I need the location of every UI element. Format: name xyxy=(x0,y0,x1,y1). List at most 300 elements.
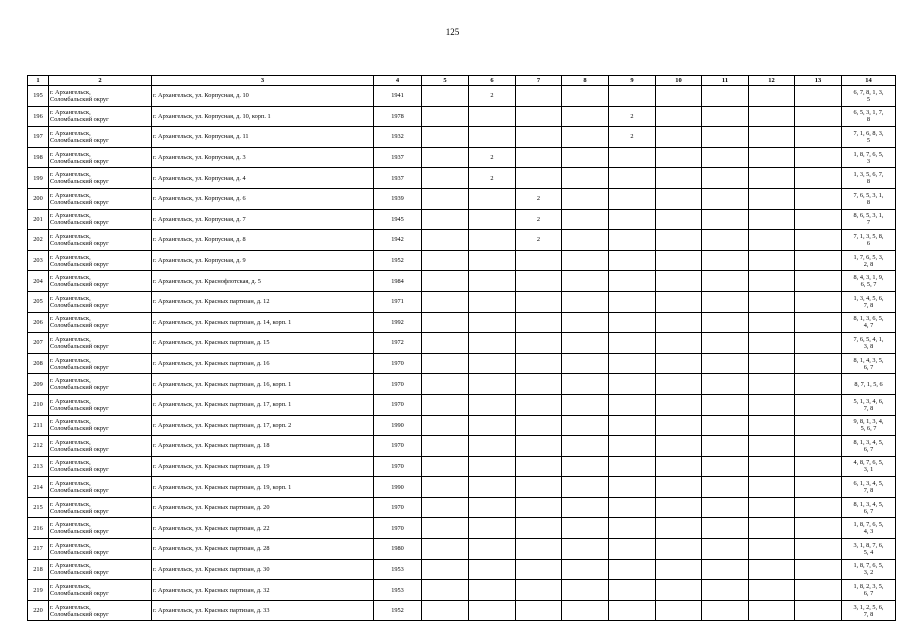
district-cell xyxy=(49,497,152,518)
col10-cell xyxy=(656,106,702,127)
work-order-line-2: 3 xyxy=(866,157,871,165)
col13-cell xyxy=(795,86,842,107)
work-order-cell xyxy=(842,127,896,148)
col11-cell xyxy=(702,353,749,374)
district-line-2: Соломбальский округ xyxy=(50,281,109,289)
district-cell xyxy=(49,580,152,601)
year-cell: 1941 xyxy=(374,86,422,107)
col10-cell xyxy=(656,456,702,477)
year-cell: 1990 xyxy=(374,477,422,498)
district-cell xyxy=(49,291,152,312)
district-line-1: г. Архангельск, xyxy=(50,294,91,302)
district-line-1: г. Архангельск, xyxy=(50,315,91,323)
year-cell: 1952 xyxy=(374,600,422,621)
col10-cell xyxy=(656,436,702,457)
work-order-line-1: 6, 5, 3, 1, 7, xyxy=(853,109,884,117)
col13-cell xyxy=(795,147,842,168)
work-order-line-2: 5 xyxy=(866,95,871,103)
col6-cell xyxy=(469,230,516,251)
col12-cell xyxy=(749,353,795,374)
district-cell xyxy=(49,415,152,436)
work-order-line-2: 6, 7 xyxy=(863,363,874,371)
row-number: 217 xyxy=(28,539,49,560)
work-order-line-1: 3, 1, 2, 5, 6, xyxy=(853,603,884,611)
col8-cell xyxy=(562,559,609,580)
col6-cell xyxy=(469,209,516,230)
work-order-line-2: 3, 2 xyxy=(863,569,874,577)
col13-cell xyxy=(795,188,842,209)
col10-cell xyxy=(656,168,702,189)
table-row xyxy=(28,600,896,621)
work-order-line-2: 7, 8 xyxy=(863,610,874,618)
col12-cell xyxy=(749,209,795,230)
col11-cell xyxy=(702,477,749,498)
work-order-cell xyxy=(842,559,896,580)
col9-cell: 2 xyxy=(609,106,656,127)
work-order-line-1: 7, 6, 5, 3, 1, xyxy=(853,191,884,199)
col10-cell xyxy=(656,147,702,168)
col5-cell xyxy=(422,333,469,354)
table-row xyxy=(28,353,896,374)
col11-cell xyxy=(702,188,749,209)
address-cell: г. Архангельск, ул. Красных партизан, д. 16 xyxy=(152,353,374,374)
col7-cell xyxy=(516,456,562,477)
row-number: 219 xyxy=(28,580,49,601)
district-cell xyxy=(49,86,152,107)
col11-cell xyxy=(702,600,749,621)
col5-cell xyxy=(422,147,469,168)
table-row xyxy=(28,456,896,477)
col7-cell xyxy=(516,539,562,560)
row-number: 200 xyxy=(28,188,49,209)
col8-cell xyxy=(562,374,609,395)
col5-cell xyxy=(422,291,469,312)
col5-cell xyxy=(422,394,469,415)
work-order-line-2: 6, 7 xyxy=(863,590,874,598)
year-cell: 1970 xyxy=(374,374,422,395)
col13-cell xyxy=(795,291,842,312)
year-cell: 1970 xyxy=(374,436,422,457)
row-number: 220 xyxy=(28,600,49,621)
col5-cell xyxy=(422,230,469,251)
district-line-1: г. Архангельск, xyxy=(50,212,91,220)
district-line-2: Соломбальский округ xyxy=(50,322,109,330)
col9-cell xyxy=(609,168,656,189)
district-line-2: Соломбальский округ xyxy=(50,590,109,598)
year-cell: 1932 xyxy=(374,127,422,148)
col6-cell xyxy=(469,127,516,148)
address-cell: г. Архангельск, ул. Корпусная, д. 6 xyxy=(152,188,374,209)
col6-cell xyxy=(469,497,516,518)
district-cell xyxy=(49,168,152,189)
district-line-2: Соломбальский округ xyxy=(50,95,109,103)
row-number: 202 xyxy=(28,230,49,251)
col6-cell xyxy=(469,518,516,539)
col8-cell xyxy=(562,291,609,312)
address-cell: г. Архангельск, ул. Красных партизан, д. 30 xyxy=(152,559,374,580)
col11-cell xyxy=(702,394,749,415)
table-row xyxy=(28,188,896,209)
col12-cell xyxy=(749,580,795,601)
work-order-cell xyxy=(842,86,896,107)
table-row xyxy=(28,250,896,271)
address-cell: г. Архангельск, ул. Красных партизан, д. 20 xyxy=(152,497,374,518)
address-cell: г. Архангельск, ул. Красных партизан, д. 12 xyxy=(152,291,374,312)
col11-cell xyxy=(702,580,749,601)
year-cell: 1970 xyxy=(374,497,422,518)
row-number: 216 xyxy=(28,518,49,539)
work-order-line-2: 6, 7 xyxy=(863,507,874,515)
row-number: 201 xyxy=(28,209,49,230)
district-line-1: г. Архангельск, xyxy=(50,418,91,426)
col7-cell xyxy=(516,127,562,148)
col11-cell xyxy=(702,250,749,271)
col9-cell xyxy=(609,250,656,271)
work-order-cell xyxy=(842,168,896,189)
col11-cell xyxy=(702,147,749,168)
col13-cell xyxy=(795,539,842,560)
col9-cell xyxy=(609,539,656,560)
col6-cell xyxy=(469,250,516,271)
work-order-line-1: 8, 1, 4, 3, 5, xyxy=(853,356,884,364)
col9-cell xyxy=(609,374,656,395)
col5-cell xyxy=(422,374,469,395)
address-cell: г. Архангельск, ул. Красных партизан, д. 32 xyxy=(152,580,374,601)
col12-cell xyxy=(749,436,795,457)
district-cell xyxy=(49,539,152,560)
col5-cell xyxy=(422,559,469,580)
col13-cell xyxy=(795,250,842,271)
col13-cell xyxy=(795,374,842,395)
col6-cell xyxy=(469,559,516,580)
table-row xyxy=(28,230,896,251)
col7-cell xyxy=(516,374,562,395)
col11-cell xyxy=(702,374,749,395)
address-cell: г. Архангельск, ул. Красных партизан, д. 14, корп. 1 xyxy=(152,312,374,333)
col13-cell xyxy=(795,518,842,539)
work-order-line-2: 3, 8 xyxy=(863,342,874,350)
col8-cell xyxy=(562,250,609,271)
district-cell xyxy=(49,600,152,621)
district-line-2: Соломбальский округ xyxy=(50,301,109,309)
col7-cell xyxy=(516,168,562,189)
district-line-1: г. Архангельск, xyxy=(50,603,91,611)
district-cell xyxy=(49,436,152,457)
col13-cell xyxy=(795,394,842,415)
col9-cell xyxy=(609,353,656,374)
col9-cell xyxy=(609,456,656,477)
col8-cell xyxy=(562,271,609,292)
work-order-line-1: 7, 1, 3, 5, 8, xyxy=(853,232,884,240)
col13-cell xyxy=(795,127,842,148)
col12-cell xyxy=(749,127,795,148)
col7-cell xyxy=(516,518,562,539)
col12-cell xyxy=(749,86,795,107)
district-line-2: Соломбальский округ xyxy=(50,610,109,618)
work-order-cell xyxy=(842,230,896,251)
col6-cell xyxy=(469,106,516,127)
district-cell xyxy=(49,518,152,539)
district-cell xyxy=(49,312,152,333)
col11-cell xyxy=(702,415,749,436)
col9-cell xyxy=(609,230,656,251)
col8-cell xyxy=(562,312,609,333)
district-cell xyxy=(49,333,152,354)
work-order-cell xyxy=(842,333,896,354)
work-order-line-1: 5, 1, 3, 4, 6, xyxy=(853,397,884,405)
col5-cell xyxy=(422,86,469,107)
col11-cell xyxy=(702,518,749,539)
col12-cell xyxy=(749,312,795,333)
work-order-cell xyxy=(842,456,896,477)
col9-cell xyxy=(609,559,656,580)
table-row xyxy=(28,271,896,292)
col5-cell xyxy=(422,456,469,477)
district-cell xyxy=(49,127,152,148)
column-header-10: 10 xyxy=(656,76,702,86)
district-line-1: г. Архангельск, xyxy=(50,356,91,364)
table-row xyxy=(28,436,896,457)
year-cell: 1937 xyxy=(374,168,422,189)
col6-cell xyxy=(469,600,516,621)
col10-cell xyxy=(656,497,702,518)
row-number: 213 xyxy=(28,456,49,477)
work-order-line-2: 2, 8 xyxy=(863,260,874,268)
address-cell: г. Архангельск, ул. Корпусная, д. 11 xyxy=(152,127,374,148)
column-header-5: 5 xyxy=(422,76,469,86)
col5-cell xyxy=(422,312,469,333)
district-cell xyxy=(49,106,152,127)
row-number: 195 xyxy=(28,86,49,107)
col10-cell xyxy=(656,559,702,580)
work-order-line-2: 6 xyxy=(866,239,871,247)
col5-cell xyxy=(422,250,469,271)
address-cell: г. Архангельск, ул. Корпусная, д. 9 xyxy=(152,250,374,271)
work-order-line-2: 8 xyxy=(866,116,871,124)
row-number: 196 xyxy=(28,106,49,127)
col8-cell xyxy=(562,497,609,518)
col10-cell xyxy=(656,394,702,415)
table-row xyxy=(28,539,896,560)
col5-cell xyxy=(422,436,469,457)
col13-cell xyxy=(795,230,842,251)
col7-cell xyxy=(516,559,562,580)
row-number: 211 xyxy=(28,415,49,436)
district-line-2: Соломбальский округ xyxy=(50,363,109,371)
col7-cell xyxy=(516,497,562,518)
col11-cell xyxy=(702,539,749,560)
year-cell: 1971 xyxy=(374,291,422,312)
col5-cell xyxy=(422,415,469,436)
district-line-1: г. Архангельск, xyxy=(50,150,91,158)
row-number: 207 xyxy=(28,333,49,354)
col9-cell xyxy=(609,312,656,333)
address-cell: г. Архангельск, ул. Корпусная, д. 3 xyxy=(152,147,374,168)
district-line-1: г. Архангельск, xyxy=(50,541,91,549)
district-cell xyxy=(49,394,152,415)
col5-cell xyxy=(422,518,469,539)
col6-cell xyxy=(469,353,516,374)
col6-cell xyxy=(469,415,516,436)
col8-cell xyxy=(562,580,609,601)
district-line-1: г. Архангельск, xyxy=(50,88,91,96)
col8-cell xyxy=(562,415,609,436)
col10-cell xyxy=(656,518,702,539)
district-line-2: Соломбальский округ xyxy=(50,342,109,350)
col12-cell xyxy=(749,497,795,518)
work-order-cell xyxy=(842,394,896,415)
row-number: 206 xyxy=(28,312,49,333)
year-cell: 1945 xyxy=(374,209,422,230)
district-line-1: г. Архангельск, xyxy=(50,129,91,137)
col13-cell xyxy=(795,559,842,580)
work-order-cell xyxy=(842,600,896,621)
col10-cell xyxy=(656,415,702,436)
table-row xyxy=(28,518,896,539)
address-cell: г. Архангельск, ул. Корпусная, д. 7 xyxy=(152,209,374,230)
column-header-4: 4 xyxy=(374,76,422,86)
col11-cell xyxy=(702,127,749,148)
column-header-1: 1 xyxy=(28,76,49,86)
year-cell: 1937 xyxy=(374,147,422,168)
address-cell: г. Архангельск, ул. Красных партизан, д. 19, корп. 1 xyxy=(152,477,374,498)
col6-cell xyxy=(469,291,516,312)
col10-cell xyxy=(656,209,702,230)
column-header-2: 2 xyxy=(49,76,152,86)
work-order-line-2: 8 xyxy=(866,198,871,206)
district-line-1: г. Архангельск, xyxy=(50,232,91,240)
col7-cell: 2 xyxy=(516,209,562,230)
col11-cell xyxy=(702,333,749,354)
year-cell: 1990 xyxy=(374,415,422,436)
work-order-line-2: 7, 8 xyxy=(863,404,874,412)
col7-cell xyxy=(516,333,562,354)
col8-cell xyxy=(562,333,609,354)
work-order-line-1: 1, 8, 7, 6, 5, xyxy=(853,150,884,158)
col13-cell xyxy=(795,168,842,189)
col11-cell xyxy=(702,271,749,292)
work-order-line-1: 4, 8, 7, 6, 5, xyxy=(853,459,884,467)
col13-cell xyxy=(795,353,842,374)
work-order-line-1: 6, 1, 3, 4, 5, xyxy=(853,480,884,488)
col11-cell xyxy=(702,312,749,333)
work-order-line-1: 1, 7, 6, 5, 3, xyxy=(853,253,884,261)
col6-cell xyxy=(469,312,516,333)
district-line-2: Соломбальский округ xyxy=(50,548,109,556)
col13-cell xyxy=(795,333,842,354)
district-line-2: Соломбальский округ xyxy=(50,466,109,474)
address-cell: г. Архангельск, ул. Корпусная, д. 10 xyxy=(152,86,374,107)
address-cell: г. Архангельск, ул. Красных партизан, д. 19 xyxy=(152,456,374,477)
col5-cell xyxy=(422,168,469,189)
work-order-line-1: 3, 1, 8, 7, 6, xyxy=(853,541,884,549)
district-cell xyxy=(49,559,152,580)
col5-cell xyxy=(422,271,469,292)
col7-cell xyxy=(516,394,562,415)
col7-cell xyxy=(516,580,562,601)
work-order-line-1: 8, 4, 3, 1, 9, xyxy=(853,274,884,282)
col9-cell xyxy=(609,415,656,436)
col8-cell xyxy=(562,539,609,560)
col10-cell xyxy=(656,477,702,498)
col11-cell xyxy=(702,230,749,251)
year-cell: 1970 xyxy=(374,456,422,477)
col12-cell xyxy=(749,394,795,415)
col10-cell xyxy=(656,312,702,333)
table-row xyxy=(28,415,896,436)
year-cell: 1970 xyxy=(374,353,422,374)
address-cell: г. Архангельск, ул. Краснофлотская, д. 5 xyxy=(152,271,374,292)
col9-cell xyxy=(609,291,656,312)
row-number: 205 xyxy=(28,291,49,312)
table-row xyxy=(28,86,896,107)
table-row xyxy=(28,333,896,354)
col7-cell xyxy=(516,250,562,271)
work-order-line-2: 4, 7 xyxy=(863,322,874,330)
row-number: 214 xyxy=(28,477,49,498)
col8-cell xyxy=(562,518,609,539)
district-line-1: г. Архангельск, xyxy=(50,109,91,117)
column-header-8: 8 xyxy=(562,76,609,86)
col7-cell xyxy=(516,477,562,498)
col8-cell xyxy=(562,127,609,148)
col7-cell xyxy=(516,271,562,292)
col7-cell xyxy=(516,291,562,312)
table-row xyxy=(28,147,896,168)
work-order-line-2: 5, 6, 7 xyxy=(860,425,877,433)
work-order-cell xyxy=(842,188,896,209)
work-order-line-1: 8, 1, 3, 4, 5, xyxy=(853,438,884,446)
work-order-line-2: 7 xyxy=(866,219,871,227)
district-line-2: Соломбальский округ xyxy=(50,507,109,515)
col5-cell xyxy=(422,600,469,621)
district-cell xyxy=(49,353,152,374)
district-line-1: г. Архангельск, xyxy=(50,274,91,282)
col10-cell xyxy=(656,539,702,560)
col13-cell xyxy=(795,312,842,333)
column-header-11: 11 xyxy=(702,76,749,86)
col12-cell xyxy=(749,600,795,621)
district-line-2: Соломбальский округ xyxy=(50,384,109,392)
district-line-2: Соломбальский округ xyxy=(50,239,109,247)
work-order-line-2: 5, 4 xyxy=(863,548,874,556)
col10-cell xyxy=(656,600,702,621)
col11-cell xyxy=(702,497,749,518)
work-order-cell xyxy=(842,497,896,518)
work-order-line-2: 6, 7 xyxy=(863,445,874,453)
work-order-cell xyxy=(842,580,896,601)
col10-cell xyxy=(656,353,702,374)
col13-cell xyxy=(795,456,842,477)
year-cell: 1953 xyxy=(374,559,422,580)
col8-cell xyxy=(562,209,609,230)
district-line-1: г. Архангельск, xyxy=(50,377,91,385)
col13-cell xyxy=(795,477,842,498)
row-number: 204 xyxy=(28,271,49,292)
district-cell xyxy=(49,271,152,292)
address-cell: г. Архангельск, ул. Красных партизан, д. 15 xyxy=(152,333,374,354)
housing-register-table xyxy=(27,75,896,621)
row-number: 203 xyxy=(28,250,49,271)
table-row xyxy=(28,497,896,518)
col12-cell xyxy=(749,559,795,580)
col6-cell xyxy=(469,188,516,209)
col11-cell xyxy=(702,209,749,230)
district-line-2: Соломбальский округ xyxy=(50,528,109,536)
district-cell xyxy=(49,188,152,209)
year-cell: 1970 xyxy=(374,518,422,539)
work-order-line-1: 9, 8, 1, 3, 4, xyxy=(853,418,884,426)
